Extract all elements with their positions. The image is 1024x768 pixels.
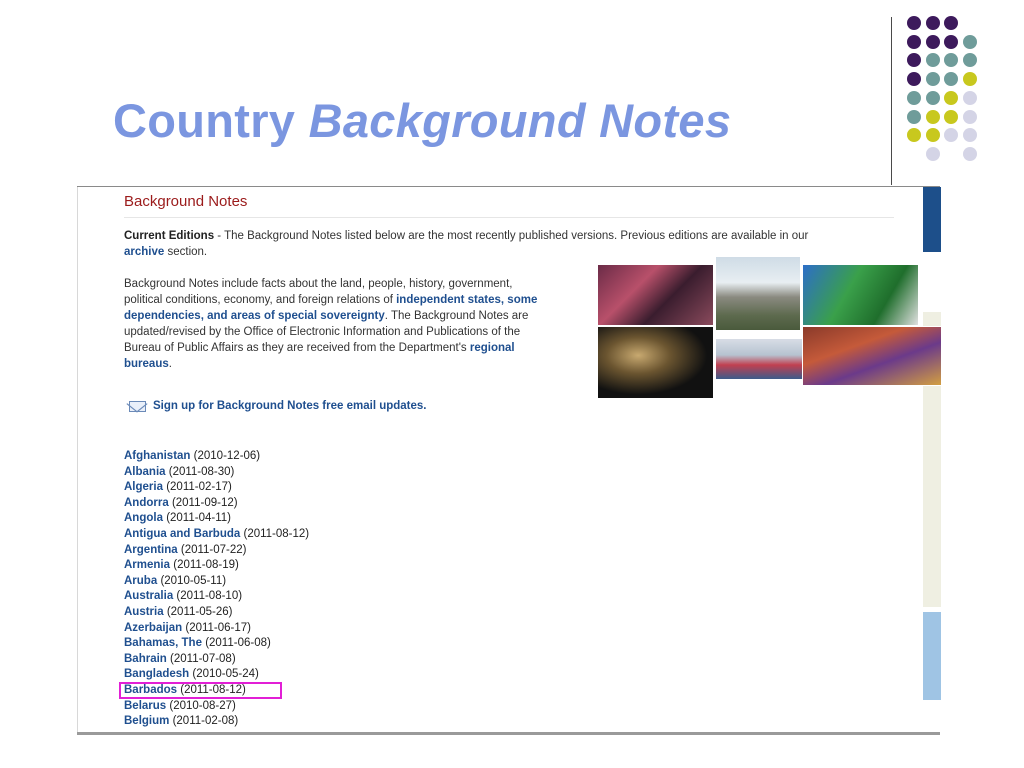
country-link[interactable]: Barbados <box>124 683 178 696</box>
slide-title-italic: Background Notes <box>308 94 732 147</box>
country-date: (2011-07-08) <box>170 652 236 665</box>
country-item <box>124 574 309 590</box>
country-date: (2011-06-08) <box>205 637 271 650</box>
archive-link[interactable]: archive <box>124 246 165 258</box>
decor-dot-purple <box>907 35 921 49</box>
country-link[interactable]: Belgium <box>124 715 170 728</box>
photo-castle <box>715 256 801 331</box>
country-item <box>124 465 309 481</box>
intro-paragraph <box>124 276 544 372</box>
country-link[interactable]: Antigua and Barbuda <box>124 527 241 540</box>
decor-dot-lavender <box>926 147 940 161</box>
country-link[interactable]: Australia <box>124 590 174 603</box>
country-link[interactable]: Belarus <box>124 699 167 712</box>
country-date: (2011-04-11) <box>166 512 231 525</box>
country-date: (2010-05-24) <box>192 668 259 681</box>
country-item <box>124 699 309 715</box>
country-item <box>124 667 309 683</box>
decor-dot-teal <box>926 53 940 67</box>
decor-dot-teal <box>963 53 977 67</box>
envelope-icon <box>129 401 146 412</box>
country-date: (2011-02-17) <box>166 481 232 494</box>
country-link[interactable]: Bangladesh <box>124 668 190 681</box>
current-editions-label: Current Editions <box>124 230 215 242</box>
decor-dot-teal <box>944 53 958 67</box>
sidebar-strip-light-blue <box>923 612 941 700</box>
country-date: (2011-06-17) <box>185 621 252 634</box>
intro-text-1: Background Notes include facts about the land, people, history, government, political conditions, economy, and foreign relations of <box>124 278 513 306</box>
decor-dot-yellow <box>926 128 940 142</box>
email-signup-label: Sign up for Background Notes free email updates. <box>153 400 427 412</box>
decor-dot-yellow <box>944 110 958 124</box>
photo-boats <box>715 338 803 380</box>
country-date: (2011-08-10) <box>176 590 243 603</box>
intro-text-2: . The Background Notes are updated/revised by the Office of Electronic Information and Publications of the Bureau of Public Affairs as they are received from the Department's <box>124 310 529 354</box>
decor-dot-purple <box>926 16 940 30</box>
decor-dot-yellow <box>944 91 958 105</box>
country-link[interactable]: Azerbaijan <box>124 621 183 634</box>
country-link[interactable]: Angola <box>124 512 163 525</box>
intro-end: . <box>168 358 172 370</box>
decor-dot-purple <box>907 53 921 67</box>
country-item <box>124 652 309 668</box>
photo-cricket <box>802 264 919 326</box>
country-link[interactable]: Andorra <box>124 496 169 509</box>
country-link[interactable]: Afghanistan <box>124 450 191 462</box>
heading-rule <box>124 217 894 218</box>
country-item <box>124 496 309 512</box>
country-date: (2010-05-11) <box>160 574 227 587</box>
webpage-screenshot <box>77 187 941 733</box>
decor-dot-lavender <box>963 110 977 124</box>
current-editions-text: - The Background Notes listed below are the most recently published versions. Previous editions are available in our <box>214 230 809 242</box>
decor-dot-yellow <box>963 72 977 86</box>
country-item <box>124 636 309 652</box>
country-item <box>124 589 309 605</box>
decor-dot-teal <box>963 35 977 49</box>
decor-dot-teal <box>926 72 940 86</box>
current-editions-tail: section. <box>164 246 208 258</box>
screenshot-bottom-border <box>77 732 940 735</box>
country-link[interactable]: Algeria <box>124 481 163 494</box>
country-link[interactable]: Armenia <box>124 559 171 572</box>
decor-dot-teal <box>944 72 958 86</box>
page-heading: Background Notes <box>124 193 248 210</box>
barbados-highlight-box <box>119 682 282 699</box>
photo-sphinx <box>597 326 714 399</box>
decor-dot-teal <box>926 91 940 105</box>
vertical-divider <box>891 17 892 185</box>
country-link[interactable]: Argentina <box>124 543 178 556</box>
country-link[interactable]: Bahrain <box>124 652 167 665</box>
decor-dot-teal <box>907 110 921 124</box>
decor-dot-lavender <box>963 91 977 105</box>
country-item <box>124 543 309 559</box>
decor-dot-teal <box>907 91 921 105</box>
slide-title <box>113 93 731 148</box>
decor-dot-purple <box>907 72 921 86</box>
decor-dot-purple <box>926 35 940 49</box>
country-date: (2010-08-27) <box>169 699 236 712</box>
country-link[interactable]: Austria <box>124 605 164 618</box>
country-item <box>124 527 309 543</box>
decor-dot-purple <box>944 35 958 49</box>
decor-dot-yellow <box>907 128 921 142</box>
country-date: (2011-09-12) <box>171 496 238 509</box>
country-date: (2011-08-30) <box>168 465 235 478</box>
country-item <box>124 558 309 574</box>
country-date: (2011-08-12) <box>243 527 310 540</box>
country-date: (2011-07-22) <box>180 543 247 556</box>
decor-dot-purple <box>907 16 921 30</box>
country-item <box>124 480 309 496</box>
country-item <box>124 714 309 730</box>
country-date: (2010-12-06) <box>193 450 261 462</box>
country-date: (2011-02-08) <box>172 715 239 728</box>
country-link[interactable]: Bahamas, The <box>124 637 202 650</box>
country-item <box>124 511 309 527</box>
country-item <box>124 449 309 465</box>
photo-ceremony <box>597 264 714 326</box>
country-date: (2011-05-26) <box>166 605 233 618</box>
decor-dot-lavender <box>963 147 977 161</box>
decor-dot-lavender <box>963 128 977 142</box>
country-date: (2011-08-19) <box>173 559 239 572</box>
decor-dot-purple <box>944 16 958 30</box>
country-item <box>124 605 309 621</box>
country-link[interactable]: Aruba <box>124 574 158 587</box>
email-signup-link[interactable] <box>129 400 427 412</box>
decor-dot-yellow <box>926 110 940 124</box>
decor-dot-lavender <box>944 128 958 142</box>
country-link[interactable]: Albania <box>124 465 166 478</box>
photo-market <box>802 326 941 386</box>
photo-collage <box>597 264 941 401</box>
independent-states-link[interactable]: independent states, some dependencies, and areas of special sovereignty <box>124 294 538 322</box>
country-date: (2011-08-12) <box>180 683 246 696</box>
sidebar-strip-blue <box>923 187 941 252</box>
slide-title-plain: Country <box>113 94 296 147</box>
regional-bureaus-link[interactable]: regional bureaus <box>124 342 515 370</box>
country-item <box>124 621 309 637</box>
